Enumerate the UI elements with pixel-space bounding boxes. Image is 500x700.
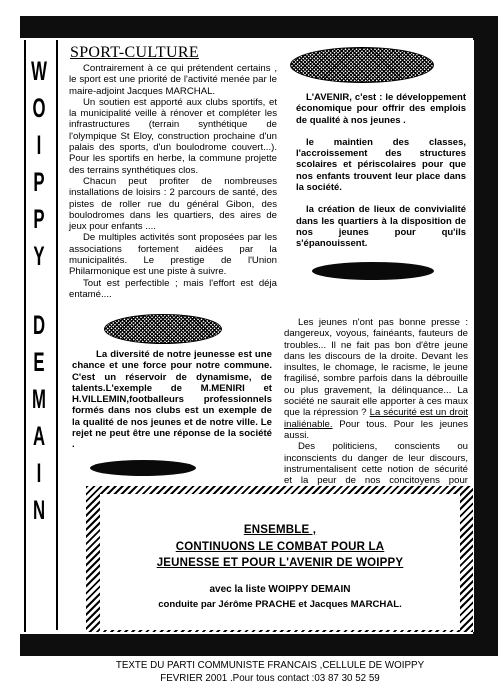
sport-paragraph: Un soutien est apporté aux clubs sportifs, et la municipalité veille à rénover et compléter les infrastructures (terrain synthétique de l'olympique St Eloy, construction prochaine d'un palais des sports, d'un boulodrome couvert...). Pour les sportifs en herbe, la commune projette des terrains synthétiques clos. <box>69 96 277 176</box>
sport-paragraph: Contrairement à ce qui prétendent certains , le sport est une priorité de l'activité menée par le maire-adjoint Jacques MARCHAL. <box>69 63 277 97</box>
banner-letter: W <box>31 56 47 86</box>
banner-letter: E <box>33 347 45 377</box>
vertical-banner <box>22 40 58 630</box>
black-oval-ornament <box>90 460 196 476</box>
sport-column <box>69 63 277 300</box>
diversite-paragraph: La diversité de notre jeunesse est une chance et une force pour notre commune. C'est un réservoir de dynamisme, de talents.L'exemple de M.MENIRI et H.VILLEMIN,footballeurs professionnels formés dans nos clubs est un exemple de la qualité de nos jeunes et de notre ville. Le rejet ne peut être une réponse de la société . <box>72 349 272 451</box>
black-oval-ornament <box>312 262 434 280</box>
avenir-paragraph: L'AVENIR, c'est : le développement économique pour offrir des emplois de qualité à nos jeunes . <box>296 92 466 126</box>
banner-letter: N <box>32 495 46 525</box>
jeunes-paragraph <box>284 317 468 441</box>
frame-bottom-bar <box>20 634 498 656</box>
sport-paragraph: De multiples activités sont proposées par les associations fortement aidées par la municipalités. Le prestige de l'Union Philarmonique est une piste à suivre. <box>69 232 277 278</box>
box-slogan-line: CONTINUONS LE COMBAT POUR LA <box>175 541 385 553</box>
jeunes-text: Les jeunes n'ont pas bonne presse : dangereux, voyous, fainéants, fauteurs de troubles... Il ne fait pas bon d'être jeune dans les discours de la droite. Devant les insultes, le chomage, le racisme, le jeune fragilisé, sombre parfois dans la débrouille ou plus gravement, la délinquance... La société ne saurait elle apporter à ces maux que la répression ? <box>284 317 468 419</box>
footer-line: TEXTE DU PARTI COMMUNISTE FRANCAIS ,CELLULE DE WOIPPY <box>115 660 425 671</box>
footer-line: FEVRIER 2001 .Pour tous contact :03 87 30 52 59 <box>160 673 380 684</box>
banner-letter: Y <box>33 241 45 271</box>
candidates-line: conduite par Jérôme PRACHE et Jacques MARCHAL. <box>158 599 402 610</box>
diversite-block <box>72 349 272 451</box>
avenir-paragraph: le maintien des classes, l'accroissement des structures scolaires et périscolaires pour que nos enfants trouvent leur place dans la société. <box>296 136 466 194</box>
box-slogan-line: JEUNESSE ET POUR L'AVENIR DE WOIPPY <box>156 557 404 569</box>
avenir-column <box>296 92 466 261</box>
banner-letter: M <box>32 384 46 414</box>
sport-paragraph: Tout est perfectible ; mais l'effort est déja entamé.... <box>69 277 277 300</box>
section-heading: SPORT-CULTURE <box>70 44 199 61</box>
hatched-oval-ornament <box>104 314 222 344</box>
jeunes-underlined-text: La sécurité est un droit inaliénable. <box>284 407 468 430</box>
banner-letter: I <box>36 458 42 488</box>
list-name-line: avec la liste WOIPPY DEMAIN <box>209 584 351 595</box>
hatched-oval-ornament <box>290 47 434 83</box>
avenir-paragraph: la création de lieux de convivialité dans les quartiers à la disposition de nos jeunes pour qu'ils s'épanouissent. <box>296 204 466 250</box>
banner-letter: P <box>33 167 45 197</box>
jeunes-text: Pour tous. Pour les jeunes aussi. <box>284 418 468 441</box>
frame-top-bar <box>20 16 498 38</box>
banner-letter: D <box>32 310 46 340</box>
box-title: ENSEMBLE , <box>243 524 317 536</box>
banner-letter: O <box>32 93 46 123</box>
banner-letter: P <box>33 204 45 234</box>
frame-right-bar <box>473 16 498 656</box>
jeunes-text: Des politiciens, conscients ou inconscients du danger de leur discours, instrumentalisent cette notion de sécurité et la peur de nos concitoyens pour <box>284 441 468 487</box>
banner-letter: A <box>32 421 46 451</box>
sport-paragraph: Chacun peut profiter de nombreuses installations de loisirs : 2 parcours de santé, des pistes de roller rue du général Gibon, des boulodromes dans les quartiers, des aires de jeux pour enfants .... <box>69 175 277 233</box>
banner-letter: I <box>36 130 42 160</box>
